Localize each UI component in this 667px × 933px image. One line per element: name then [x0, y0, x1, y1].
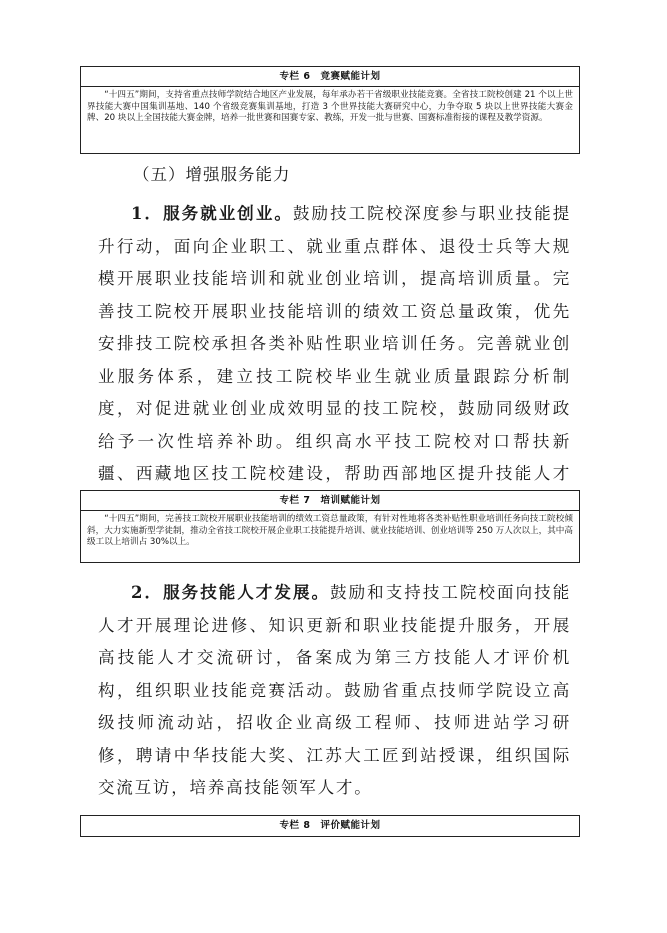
box-body-text: “十四五”期间，完善技工院校开展职业技能培训的绩效工资总量政策，有针对性地将各类补贴性职业培训任务向技工院校倾斜，大力实施新型学徒制，推动全省技工院校开展企业职工技能提升培训、就业技能培训、创业培训等 250 万人次以上，其中高级工以上培训占 30%以上。 — [87, 514, 573, 548]
sidebar-box-training-plan — [80, 490, 580, 563]
section-heading: （五）增强服务能力 — [133, 165, 291, 184]
sidebar-box-competition-plan — [80, 66, 580, 154]
sidebar-box-evaluation-plan — [80, 815, 580, 837]
paragraph-lead: 1．服务就业创业。 — [131, 204, 293, 223]
paragraph-text: 鼓励技工院校深度参与职业技能提升行动，面向企业职工、就业重点群体、退役士兵等大规模开展职业技能培训和就业创业培训，提高培训质量。完善技工院校开展职业技能培训的绩效工资总量政策，优先安排技工院校承担各类补贴性职业培训任务。完善就业创业服务体系，建立技工院校毕业生就业质量跟踪分析制度，对促进就业创业成效明显的技工院校，鼓励同级财政给予一次性培养补助。组织高水平技工院校对口帮扶新疆、西藏地区技工院校建设，帮助西部地区提升技能人才 — [98, 204, 572, 483]
box-body-text: “十四五”期间，支持省重点技师学院结合地区产业发展，每年承办若干省级职业技能竞赛。全省技工院校创建 21 个以上世界技能大赛中国集训基地、140 个省级竞赛集训基地，打造 3 个世界技能大赛研究中心，力争夺取 5 块以上世界技能大赛金牌、20 块以上全国技能大赛金牌，培养一批世赛和国赛专家、教练，开发一批与世赛、国赛标准衔接的课程及教学资源。 — [87, 90, 573, 124]
box-body — [81, 87, 579, 129]
box-body — [81, 511, 579, 553]
paragraph-text: 鼓励和支持技工院校面向技能人才开展理论进修、知识更新和职业技能提升服务，开展高技能人才交流研讨，备案成为第三方技能人才评价机构，组织职业技能竞赛活动。鼓励省重点技师学院设立高级技师流动站，招收企业高级工程师、技师进站学习研修，聘请中华技能大奖、江苏大工匠到站授课，组织国际交流互访，培养高技能领军人才。 — [98, 583, 571, 797]
box-title: 专栏 6 竞赛赋能计划 — [81, 67, 579, 87]
paragraph-talent-development — [98, 577, 571, 805]
box-title: 专栏 7 培训赋能计划 — [81, 491, 579, 511]
paragraph-employment-service — [98, 198, 571, 523]
box-title: 专栏 8 评价赋能计划 — [279, 820, 381, 831]
paragraph-lead: 2．服务技能人才发展。 — [131, 583, 331, 602]
